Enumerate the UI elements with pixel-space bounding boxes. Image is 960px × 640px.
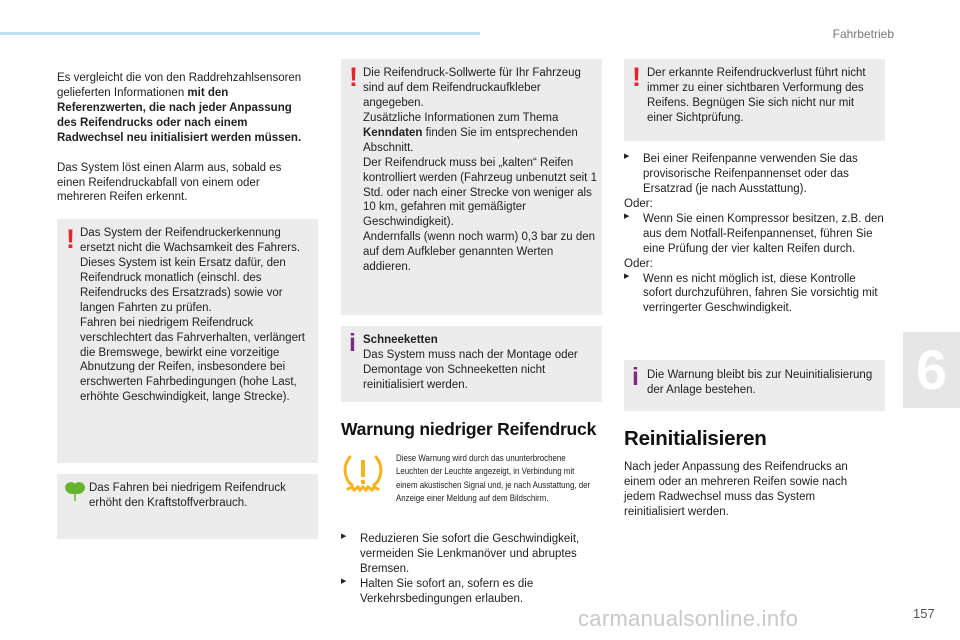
procedure-list xyxy=(624,152,886,316)
arrow-bullet-icon: ▶ xyxy=(341,533,347,540)
info-snow-chains-title: Schneeketten xyxy=(363,334,438,346)
tyre-pressure-warning-lamp-icon xyxy=(340,451,386,497)
exclamation-icon: ! xyxy=(349,62,358,92)
heading-low-pressure-warning: Warnung niedriger Reifendruck xyxy=(341,419,597,439)
reinitialise-text: Nach jeder Anpassung des Reifendrucks an einem oder an mehreren Reifen sowie nach jedem Radwechsel muss das System reinitialisiert werden. xyxy=(624,461,848,518)
intro-text-a: Es vergleicht die von den Raddrehzahlsensoren gelieferten Informationen xyxy=(57,71,302,99)
info-text-warning-persists: Die Warnung bleibt bis zur Neuinitialisierung der Anlage bestehen. xyxy=(647,369,873,396)
arrow-bullet-icon: ▶ xyxy=(624,272,630,280)
exclamation-icon: ! xyxy=(66,224,75,254)
intro-text-bold: mit den Referenzwerten, die nach jeder Anpassung des Reifendrucks oder nach einem Radwechsel neu initialisiert werden müssen. xyxy=(57,86,302,144)
leaf-icon xyxy=(64,480,86,502)
list-connector xyxy=(624,197,886,212)
header-rule xyxy=(0,32,480,35)
lamp-description: Diese Warnung wird durch das ununterbrochene Leuchten der Leuchte angezeigt, in Verbindung mit einem akustischen Signal und, je nach Ausstattung, der Anzeige einer Meldung auf dem Bildschirm. xyxy=(396,453,591,503)
eco-text: Das Fahren bei niedrigem Reifendruck erhöht den Kraftstoffverbrauch. xyxy=(89,482,286,509)
list-item xyxy=(624,212,886,257)
info-icon: i xyxy=(349,329,356,357)
section-title: Fahrbetrieb xyxy=(832,27,894,41)
warning-pressure-text-bold: Kenndaten xyxy=(363,126,423,139)
intro-alarm-text: Das System löst einen Alarm aus, sobald es einen Reifendruckabfall von einem oder mehreren Reifen erkennt. xyxy=(57,161,282,204)
warning-text-pressure xyxy=(363,66,599,275)
exclamation-icon: ! xyxy=(632,62,641,92)
list-item xyxy=(624,272,886,317)
arrow-bullet-icon: ▶ xyxy=(624,153,630,160)
warning-pressure-text-a: Die Reifendruck-Sollwerte für Ihr Fahrzeug sind auf dem Reifendruckaufkleber angegeben. Zusätzliche Informationen zum Thema xyxy=(363,67,581,124)
warning-text-visual-check: Der erkannte Reifendruckverlust führt nicht immer zu einer sichtbaren Verformung des Reifens. Begnügen Sie sich nicht nur mit einer Sichtprüfung. xyxy=(647,67,866,124)
warning-pressure-text-b: finden Sie im entsprechenden Abschnitt. Der Reifendruck muss bei „kalten“ Reifen kontrolliert werden (Fahrzeug unbenutzt seit 1 Std. oder nach einer Strecke von weniger als 10 km, gefahren mit gemäßigter Geschwindigkeit). Andernfalls (wenn noch warm) 0,3 bar zu den auf dem Aufkleber genannten Werten addieren. xyxy=(363,126,597,274)
list-item-text: Reduzieren Sie sofort die Geschwindigkeit, vermeiden Sie Lenkmanöver und abruptes Bremsen. xyxy=(360,533,580,575)
list-item-text: Wenn es nicht möglich ist, diese Kontrolle sofort durchzuführen, fahren Sie vorsichtig mit verringerter Geschwindigkeit. xyxy=(643,272,878,315)
info-snow-chains xyxy=(363,333,595,393)
list-item xyxy=(624,152,886,197)
list-item-text: Halten Sie sofort an, sofern es die Verkehrsbedingungen erlauben. xyxy=(360,577,534,605)
watermark: carmanualsonline.info xyxy=(578,606,799,631)
intro-paragraph xyxy=(57,71,302,146)
list-item xyxy=(341,532,603,577)
info-snow-chains-text: Das System muss nach der Montage oder Demontage von Schneeketten nicht reinitialisiert werden. xyxy=(363,348,578,391)
list-item-text: Oder: xyxy=(624,197,653,210)
chapter-tab xyxy=(903,332,960,408)
action-list xyxy=(341,532,603,607)
heading-reinitialise: Reinitialisieren xyxy=(624,427,767,450)
warning-text-system: Das System der Reifendruckerkennung ersetzt nicht die Wachsamkeit des Fahrers. Dieses System ist kein Ersatz dafür, den Reifendruck monatlich (einschl. des Reifendrucks des Ersatzrads) sowie vor langen Fahrten zu prüfen. Fahren bei niedrigem Reifendruck verschlechtert das Fahrverhalten, verlängert die Bremswege, bewirkt eine vorzeitige Abnutzung der Reifen, insbesondere bei erschwerten Fahrbedingungen (hohe Last, erhöhte Geschwindigkeit, lange Strecke). xyxy=(80,227,305,404)
arrow-bullet-icon: ▶ xyxy=(624,212,630,220)
chapter-number: 6 xyxy=(915,338,948,401)
column-1 xyxy=(57,56,302,220)
info-icon: i xyxy=(632,363,639,391)
list-item-text: Wenn Sie einen Kompressor besitzen, z.B. den aus dem Notfall-Reifenpannenset, führen Sie eine Prüfung der vier kalten Reifen durch. xyxy=(643,212,884,255)
list-connector xyxy=(624,257,886,272)
list-item-text: Bei einer Reifenpanne verwenden Sie das provisorische Reifenpannenset oder das Ersatzrad (je nach Ausstattung). xyxy=(643,153,858,195)
list-item-text: Oder: xyxy=(624,257,653,270)
arrow-bullet-icon: ▶ xyxy=(341,577,347,585)
page-number: 157 xyxy=(913,606,935,621)
list-item xyxy=(341,577,603,607)
